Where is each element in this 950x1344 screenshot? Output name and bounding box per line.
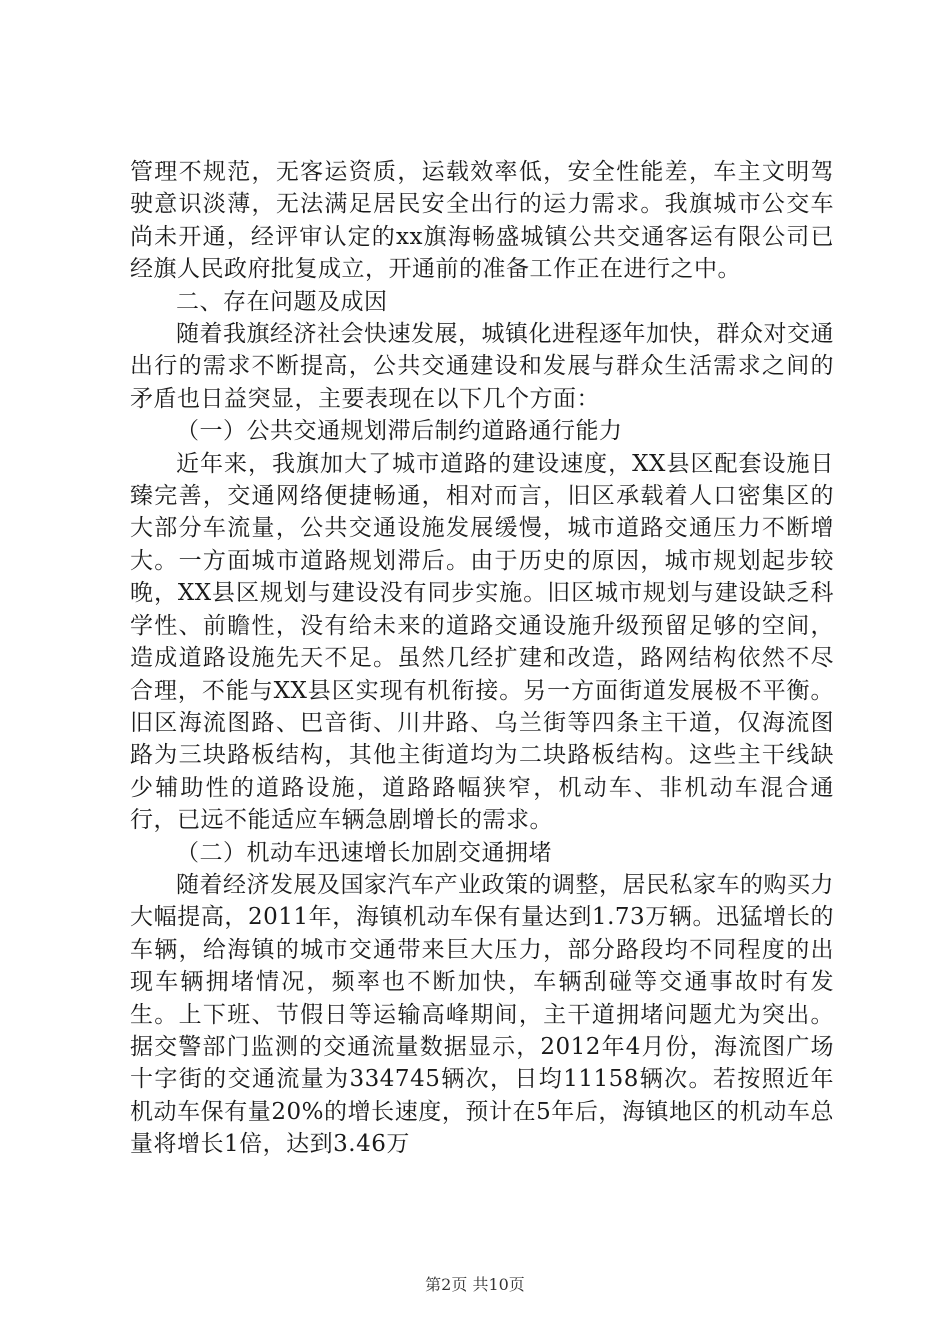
page-number-footer: 第2页 共10页 bbox=[425, 1275, 525, 1294]
paragraph-continuation: 管理不规范，无客运资质，运载效率低，安全性能差，车主文明驾驶意识淡薄，无法满足居民安全出行的运力需求。我旗城市公交车尚未开通，经评审认定的xx旗海畅盛城镇公共交通客运有限公司已经旗人民政府批复成立，开通前的准备工作正在进行之中。 bbox=[130, 159, 834, 283]
paragraph-vehicles: 随着经济发展及国家汽车产业政策的调整，居民私家车的购买力大幅提高，2011年，海镇机动车保有量达到1.73万辆。迅猛增长的车辆，给海镇的城市交通带来巨大压力，部分路段均不同程度的出现车辆拥堵情况，频率也不断加快，车辆刮碰等交通事故时有发生。上下班、节假日等运输高峰期间，主干道拥堵问题尤为突出。据交警部门监测的交通流量数据显示，2012年4月份，海流图广场十字街的交通流量为334745辆次，日均11158辆次。若按照近年机动车保有量20%的增长速度，预计在5年后，海镇地区的机动车总量将增长1倍，达到3.46万 bbox=[130, 871, 834, 1158]
paragraph-planning: 近年来，我旗加大了城市道路的建设速度，XX县区配套设施日臻完善，交通网络便捷畅通，相对而言，旧区承载着人口密集区的大部分车流量，公共交通设施发展缓慢，城市道路交通压力不断增大。一方面城市道路规划滞后。由于历史的原因，城市规划起步较晚，XX县区规划与建设没有同步实施。旧区城市规划与建设缺乏科学性、前瞻性，没有给未来的道路交通设施升级预留足够的空间，造成道路设施先天不足。虽然几经扩建和改造，路网结构依然不尽合理，不能与XX县区实现有机衔接。另一方面街道发展极不平衡。旧区海流图路、巴音街、川井路、乌兰街等四条主干道，仅海流图路为三块路板结构，其他主街道均为二块路板结构。这些主干线缺少辅助性的道路设施，道路路幅狭窄，机动车、非机动车混合通行，已远不能适应车辆急剧增长的需求。 bbox=[130, 450, 834, 834]
subheading-planning: （一）公共交通规划滞后制约道路通行能力 bbox=[176, 418, 623, 445]
section-heading-problems: 二、存在问题及成因 bbox=[176, 288, 388, 315]
paragraph-intro: 随着我旗经济社会快速发展，城镇化进程逐年加快，群众对交通出行的需求不断提高，公共交通建设和发展与群众生活需求之间的矛盾也日益突显，主要表现在以下几个方面： bbox=[130, 321, 834, 412]
subheading-vehicles: （二）机动车迅速增长加剧交通拥堵 bbox=[176, 839, 552, 866]
document-body bbox=[130, 156, 834, 1161]
